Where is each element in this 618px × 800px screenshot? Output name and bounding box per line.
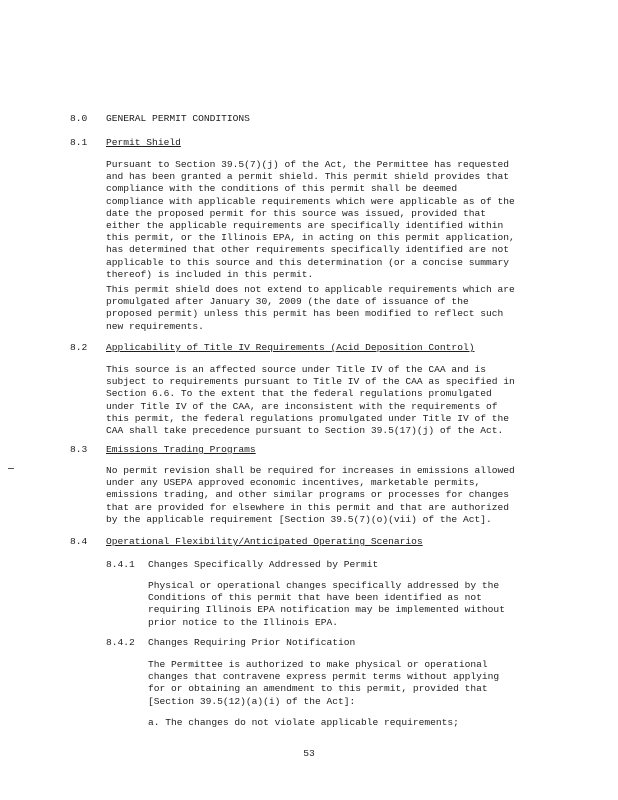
section-8-2-title: Applicability of Title IV Requirements (Acid Deposition Control) (106, 342, 475, 353)
section-8-2-number: 8.2 (70, 342, 88, 353)
text-line: has determined that other requirements specifically identified are not (106, 244, 510, 256)
section-8-4-2-paragraph-1 (148, 659, 520, 708)
section-8-4-2-title: Changes Requiring Prior Notification (148, 637, 356, 648)
text-line: proposed permit) unless this permit has been modified to reflect such (106, 308, 504, 320)
text-line: compliance with the conditions of this permit shall be deemed (106, 183, 458, 195)
text-line: applicable to this source and this determination (or a concise summary (106, 256, 510, 268)
text-line: by the applicable requirement [Section 39.5(7)(o)(vii) of the Act]. (106, 513, 492, 525)
text-line: and has been granted a permit shield. This permit shield provides that (106, 171, 510, 183)
section-8-0-number: 8.0 (70, 113, 88, 124)
section-8-2-paragraph-1 (106, 364, 538, 437)
text-line: changes that contravene express permit terms without applying (148, 671, 500, 683)
section-8-4-title: Operational Flexibility/Anticipated Operating Scenarios (106, 536, 423, 547)
section-8-0-title: GENERAL PERMIT CONDITIONS (106, 113, 250, 124)
text-line: Pursuant to Section 39.5(7)(j) of the Act, the Permittee has requested (106, 159, 510, 170)
text-line: for or obtaining an amendment to this permit, provided that (148, 683, 488, 695)
section-8-3-number: 8.3 (70, 444, 88, 455)
text-line: [Section 39.5(12)(a)(i) of the Act]: (148, 695, 356, 707)
text-line: this permit, or the Illinois EPA, in acting on this permit application, (106, 232, 515, 244)
text-line: CAA shall take precedence pursuant to Section 39.5(17)(j) of the Act. (106, 425, 504, 437)
text-line: that are provided for elsewhere in this permit and that are authorized (106, 501, 510, 513)
text-line: requiring Illinois EPA notification may be implemented without (148, 604, 505, 616)
section-8-4-number: 8.4 (70, 536, 88, 547)
text-line: under Title IV of the CAA, are inconsistent with the requirements of (106, 400, 498, 412)
margin-mark (8, 468, 14, 469)
section-8-4-1-number: 8.4.1 (106, 559, 135, 570)
text-line: promulgated after January 30, 2009 (the date of issuance of the (106, 296, 469, 308)
text-line: This permit shield does not extend to applicable requirements which are (106, 284, 515, 295)
page-number: 53 (303, 748, 315, 759)
text-line: The Permittee is authorized to make physical or operational (148, 659, 488, 670)
section-8-1-paragraph-2 (106, 284, 538, 333)
section-8-4-2-number: 8.4.2 (106, 637, 135, 648)
section-8-4-1-paragraph-1 (148, 580, 520, 629)
section-8-4-1-title: Changes Specifically Addressed by Permit (148, 559, 379, 570)
text-line: either the applicable requirements are specifically identified within (106, 220, 504, 232)
section-8-1-number: 8.1 (70, 137, 88, 148)
text-line: emissions trading, and other similar programs or processes for changes (106, 489, 510, 501)
section-8-3-title: Emissions Trading Programs (106, 444, 256, 455)
text-line: Section 6.6. To the extent that the federal regulations promulgated (106, 388, 492, 400)
text-line: thereof) is included in this permit. (106, 268, 314, 280)
list-item-a: a. The changes do not violate applicable requirements; (148, 717, 459, 728)
section-8-1-title: Permit Shield (106, 137, 181, 148)
section-8-3-paragraph-1 (106, 465, 538, 526)
text-line: prior notice to the Illinois EPA. (148, 616, 338, 628)
text-line: This source is an affected source under Title IV of the CAA and is (106, 364, 486, 375)
text-line: new requirements. (106, 320, 204, 332)
text-line: Conditions of this permit that have been identified as not (148, 592, 482, 604)
text-line: Physical or operational changes specifically addressed by the (148, 580, 500, 591)
text-line: No permit revision shall be required for increases in emissions allowed (106, 465, 515, 476)
text-line: compliance with applicable requirements which were applicable as of the (106, 195, 515, 207)
text-line: date the proposed permit for this source was issued, provided that (106, 207, 486, 219)
section-8-1-paragraph-1 (106, 159, 538, 281)
text-line: under any USEPA approved economic incentives, marketable permits, (106, 477, 481, 489)
text-line: subject to requirements pursuant to Title IV of the CAA as specified in (106, 376, 515, 388)
text-line: this permit, the federal regulations promulgated under Title IV of the (106, 412, 510, 424)
